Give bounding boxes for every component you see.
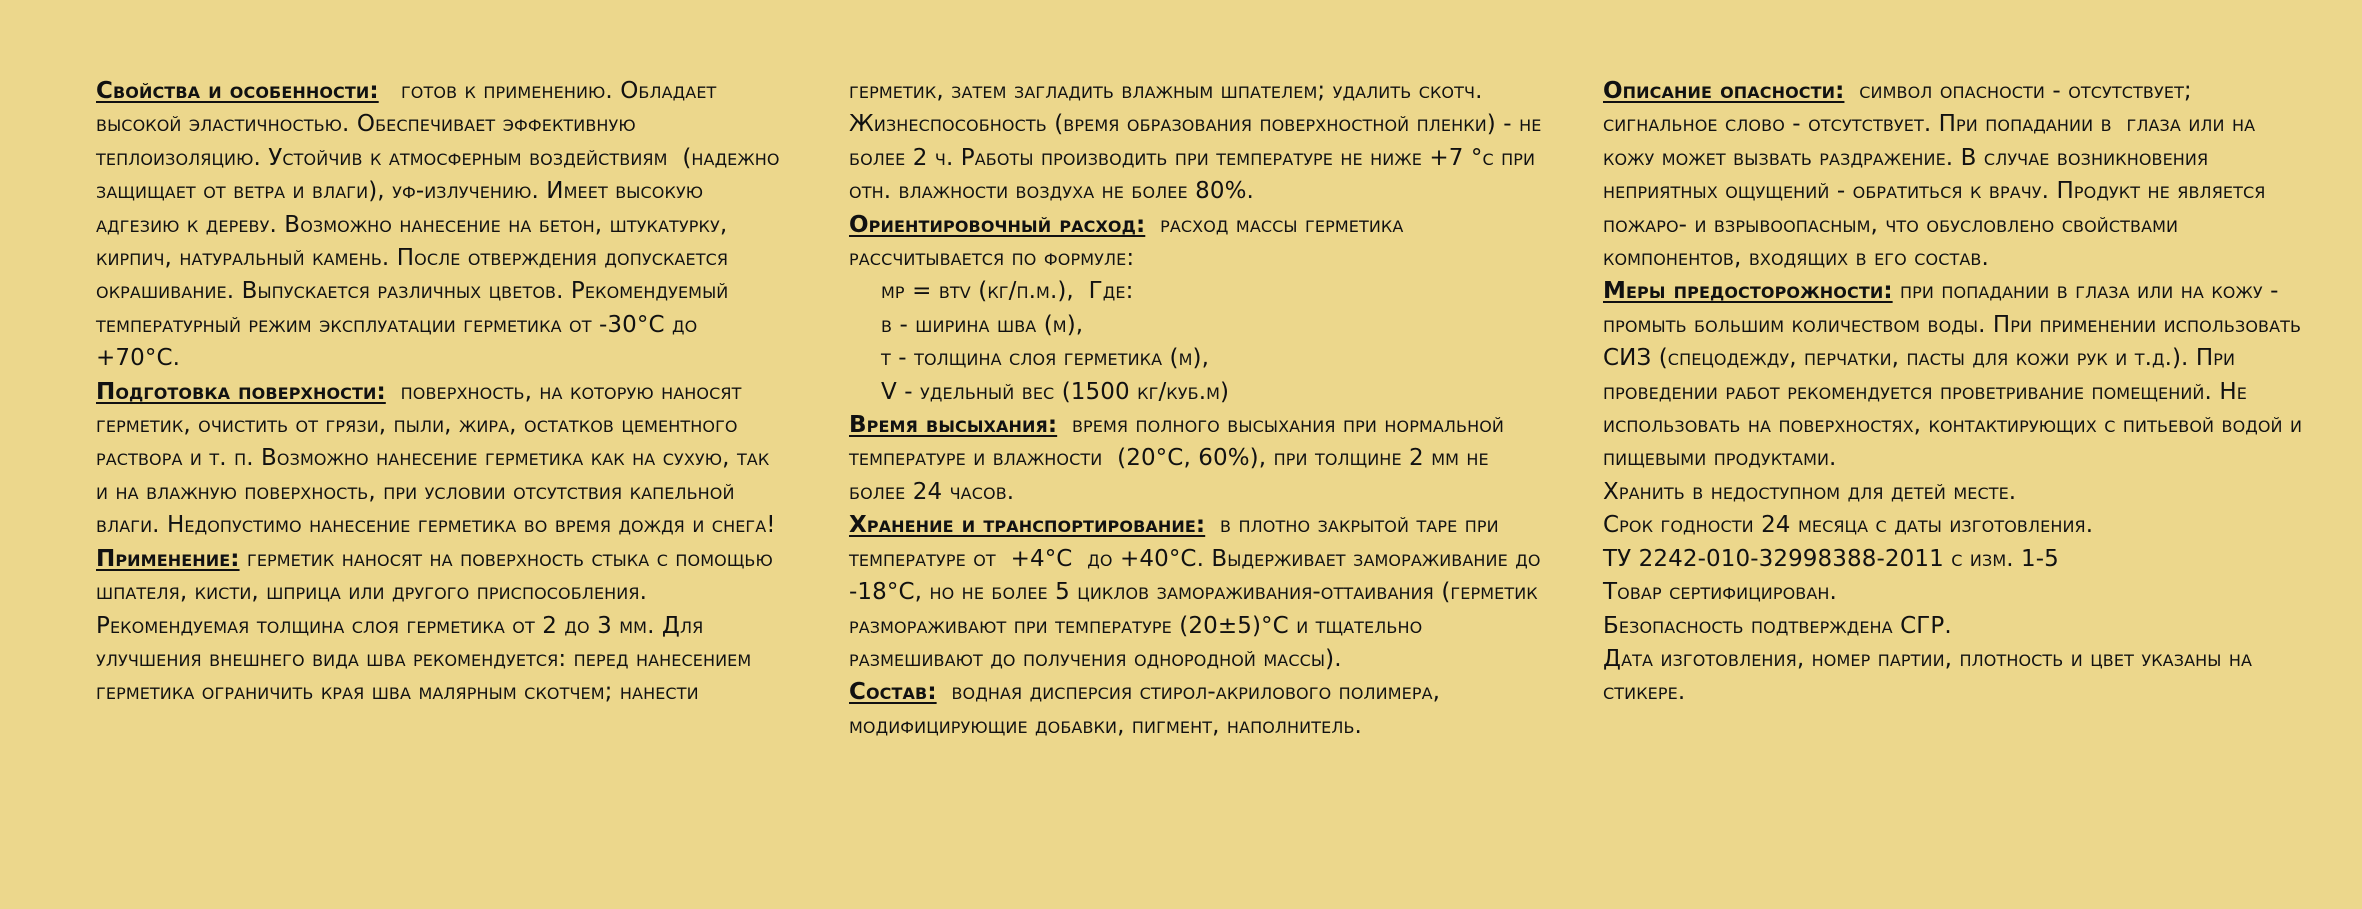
paragraph	[849, 676, 1549, 743]
section-heading: Время высыхания:	[849, 412, 1058, 439]
paragraph	[1603, 576, 2303, 609]
paragraph-text: в - ширина шва (м),	[881, 311, 1084, 338]
column-2	[849, 75, 1549, 743]
section-heading: Свойства и особенности:	[96, 78, 379, 104]
paragraph-text: герметик наносят на поверхность стыка с помощью шпателя, кисти, шприца или другого приспособления. Рекомендуемая толщина слоя герметика от 2 до 3 мм. Для улучшения внешнего вида шва рекомендуется: перед нанесением герметика ограничить края шва малярным скотчем; нанести	[96, 545, 781, 706]
paragraph-text: Хранить в недоступном для детей месте.	[1603, 478, 2017, 505]
section-heading: Состав:	[849, 679, 937, 706]
column-1	[96, 75, 786, 710]
paragraph-text: Товар сертифицирован.	[1603, 579, 1837, 606]
paragraph	[849, 376, 1549, 409]
paragraph-text: при попадании в глаза или на кожу - промыть большим количеством воды. При применении использовать СИЗ (спецодежду, перчатки, пасты для кожи рук и т.д.). При проведении работ рекомендуется проветривание помещений. Не использовать на поверхностях, контактирующих с питьевой водой и пищевыми продуктами.	[1603, 278, 2310, 472]
paragraph	[1603, 476, 2303, 509]
paragraph	[849, 509, 1549, 676]
paragraph	[849, 309, 1549, 342]
paragraph	[1603, 643, 2303, 710]
paragraph	[96, 75, 786, 376]
paragraph-text: поверхность, на которую наносят герметик, очистить от грязи, пыли, жира, остатков цементного раствора и т. п. Возможно нанесение герметика как на сухую, так и на влажную поверхность, при условии отсутствия капельной влаги. Недопустимо нанесение герметика во время дождя и снега!	[96, 378, 777, 539]
section-heading: Меры предосторожности:	[1603, 278, 1893, 305]
section-heading: Применение:	[96, 545, 240, 572]
paragraph-text: ТУ 2242-010-32998388-2011 с изм. 1-5	[1603, 545, 2059, 572]
paragraph-text: готов к применению. Обладает высокой эластичностью. Обеспечивает эффективную теплоизоляцию. Устойчив к атмосферным воздействиям (надежно защищает от ветра и влаги), уф-излучению. Имеет высокую адгезию к дереву. Возможно нанесение на бетон, штукатурку, кирпич, натуральный камень. После отверждения допускается окрашивание. Выпускается различных цветов. Рекомендуемый температурный режим эксплуатации герметика от -30°С до +70°С.	[96, 78, 787, 372]
paragraph	[96, 543, 786, 710]
paragraph-text: символ опасности - отсутствует; сигнальное слово - отсутствует. При попадании в глаза или на кожу может вызвать раздражение. В случае возникновения неприятных ощущений - обратиться к врачу. Продукт не является пожаро- и взрывоопасным, что обусловлено свойствами компонентов, входящих в его состав.	[1603, 78, 2273, 272]
paragraph	[1603, 543, 2303, 576]
paragraph-text: V - удельный вес (1500 кг/куб.м)	[881, 378, 1230, 405]
paragraph-text: расход массы герметика рассчитывается по формуле:	[849, 211, 1411, 272]
paragraph	[1603, 610, 2303, 643]
paragraph-text: Срок годности 24 месяца с даты изготовления.	[1603, 512, 2094, 539]
paragraph	[849, 342, 1549, 375]
paragraph-text: герметик, затем загладить влажным шпателем; удалить скотч. Жизнеспособность (время образования поверхностной пленки) - не более 2 ч. Работы производить при температуре не ниже +7 °с при отн. влажности воздуха не более 80%.	[849, 78, 1549, 205]
paragraph-text: mр = вtv (кг/п.м.), Где:	[881, 278, 1134, 305]
section-heading: Хранение и транспортирование:	[849, 512, 1206, 539]
paragraph-text: время полного высыхания при нормальной температуре и влажности (20°С, 60%), при толщине 2 мм не более 24 часов.	[849, 412, 1512, 505]
paragraph	[1603, 275, 2310, 475]
paragraph-text: t - толщина слоя герметика (м),	[881, 345, 1210, 372]
paragraph	[96, 376, 786, 543]
paragraph	[849, 75, 1549, 209]
section-heading: Подготовка поверхности:	[96, 378, 386, 405]
paragraph-text: в плотно закрытой таре при температуре от +4°С до +40°С. Выдерживает замораживание до -18°С, но не более 5 циклов замораживания-оттаивания (герметик размораживают при температуре (20±5)°С и тщательно размешивают до получения однородной массы).	[849, 512, 1548, 672]
section-heading: Ориентировочный расход:	[849, 211, 1146, 238]
paragraph-text: Дата изготовления, номер партии, плотность и цвет указаны на стикере.	[1603, 645, 2260, 706]
paragraph-text: Безопасность подтверждена СГР.	[1603, 612, 1952, 639]
paragraph	[1603, 509, 2303, 542]
paragraph-text: водная дисперсия стирол-акрилового полимера, модифицирующие добавки, пигмент, наполнитель.	[849, 679, 1448, 739]
section-heading: Описание опасности:	[1603, 78, 1845, 104]
paragraph	[849, 209, 1549, 276]
paragraph	[849, 409, 1549, 509]
column-3	[1603, 75, 2310, 710]
paragraph	[1603, 75, 2303, 275]
paragraph	[849, 275, 1549, 308]
